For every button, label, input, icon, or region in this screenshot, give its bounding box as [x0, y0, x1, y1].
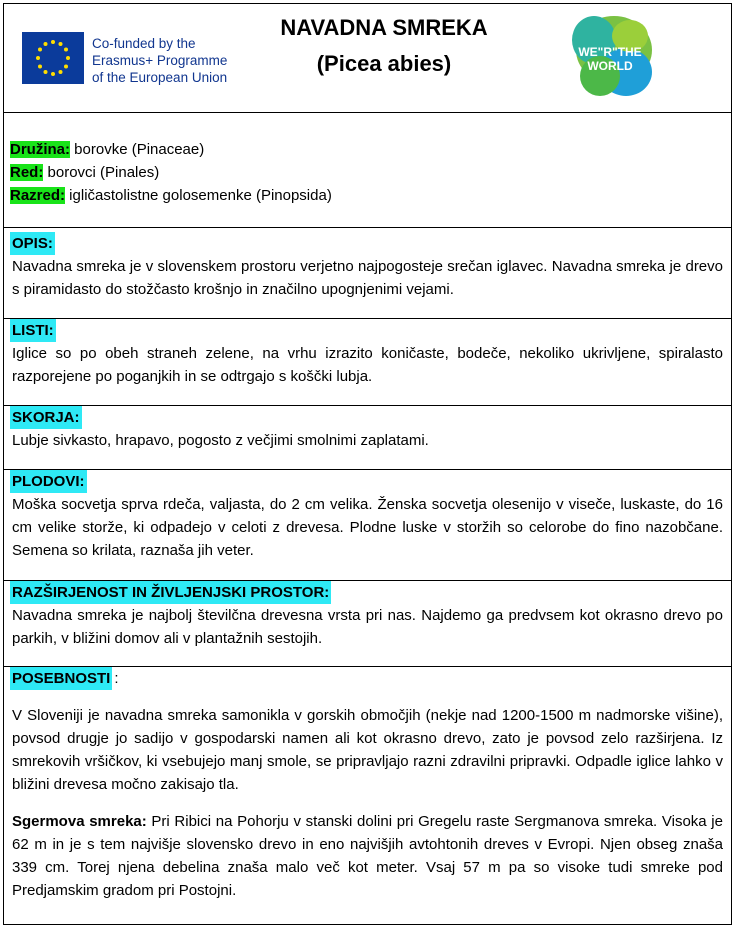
- taxonomy-label: Družina:: [10, 141, 70, 158]
- section-heading: SKORJA:: [10, 406, 82, 429]
- header: [4, 4, 731, 113]
- section-heading-suffix: :: [114, 670, 119, 687]
- page-title: [234, 14, 534, 78]
- taxonomy-order: [10, 161, 332, 184]
- eu-flag-icon: [22, 32, 84, 84]
- section-text-sgermova: [4, 810, 731, 902]
- eu-logo-line: Erasmus+ Programme: [92, 53, 228, 68]
- section-text: Moška socvetja sprva rdeča, valjasta, do 2 cm velika. Ženska socvetja olesenijo v viseče, luskaste, do 16 cm velike storže, ki odpadejo v celoti z drevesa. Plodne luske v storžih so celorobe do fino nazobčane. Semena so krilata, raznaša jih veter.: [12, 496, 723, 559]
- section-razsirjenost: [4, 577, 731, 667]
- we-are-the-world-logo: [564, 10, 656, 104]
- common-name: NAVADNA SMREKA: [280, 15, 488, 40]
- eu-logo: [22, 32, 227, 86]
- svg-text:WORLD: WORLD: [587, 59, 633, 73]
- fact-sheet: [3, 3, 732, 925]
- taxonomy-label: Razred:: [10, 187, 66, 204]
- section-text: V Sloveniji je navadna smreka samonikla v gorskih območjih (nekje nad 1200-1500 m nadmorske višine), povsod drugje jo sadijo v gospodarski namen ali kot okrasno drevo, zato je povsod zelo razširjena. Iz smrekovih vršičkov, ki vsebujejo manj smole, se pripravljajo razni zdravilni pripravki. Odpadle iglice lahko v bližini drevesa močno zakisajo tla.: [12, 707, 723, 793]
- section-listi: [4, 315, 731, 406]
- sgermova-text: Pri Ribici na Pohorju v stanski dolini pri Gregelu raste Sergmanova smreka. Visoka je 62 m in je s tem najvišje slovensko drevo in eno najvišjih avtohtonih dreves v Evropi. Njen obseg znaša 339 cm. Torej njena debelina znaša malo več kot meter. Vsaj 57 m pa so visoke tudi smreke pod Predjamskim gradom pri Postojni.: [12, 813, 723, 899]
- section-text: Navadna smreka je najbolj številčna drevesna vrsta pri nas. Najdemo ga predvsem kot okrasno drevo po parkih, v bližini domov ali v plantažnih sestojih.: [12, 607, 723, 647]
- section-opis: [4, 228, 731, 319]
- taxonomy-value: borovci (Pinales): [43, 164, 160, 181]
- section-heading: RAZŠIRJENOST IN ŽIVLJENJSKI PROSTOR:: [10, 581, 331, 604]
- section-plodovi: [4, 466, 731, 581]
- taxonomy-value: igličastolistne golosemenke (Pinopsida): [65, 187, 332, 204]
- section-heading: OPIS:: [10, 232, 55, 255]
- section-text: Iglice so po obeh straneh zelene, na vrhu izrazito koničaste, bodeče, nekoliko ukrivljene, spiralasto razporejene po poganjkih in se odtrgajo s koščki lubja.: [12, 345, 723, 385]
- section-heading: LISTI:: [10, 319, 56, 342]
- taxonomy-value: borovke (Pinaceae): [70, 141, 205, 158]
- section-text: Navadna smreka je v slovenskem prostoru verjetno najpogosteje srečan iglavec. Navadna smreka je drevo s piramidasto do stožčasto krošnjo in značilno upognjenimi vejami.: [12, 258, 723, 298]
- taxonomy-section: [4, 112, 731, 228]
- section-text: Lubje sivkasto, hrapavo, pogosto z večjimi smolnimi zaplatami.: [12, 432, 429, 449]
- eu-logo-line: of the European Union: [92, 70, 228, 85]
- section-heading: PLODOVI:: [10, 470, 87, 493]
- section-heading: POSEBNOSTI: [10, 667, 112, 690]
- latin-name: (Picea abies): [316, 51, 452, 76]
- section-skorja: [4, 402, 731, 470]
- section-posebnosti: [4, 663, 731, 928]
- svg-text:WE"R"THE: WE"R"THE: [578, 45, 642, 59]
- taxonomy-label: Red:: [10, 164, 44, 181]
- sgermova-label: Sgermova smreka:: [12, 813, 147, 830]
- taxonomy-class: [10, 184, 332, 207]
- eu-logo-text: [92, 35, 227, 86]
- taxonomy-family: [10, 138, 332, 161]
- eu-logo-line: Co-funded by the: [92, 36, 196, 51]
